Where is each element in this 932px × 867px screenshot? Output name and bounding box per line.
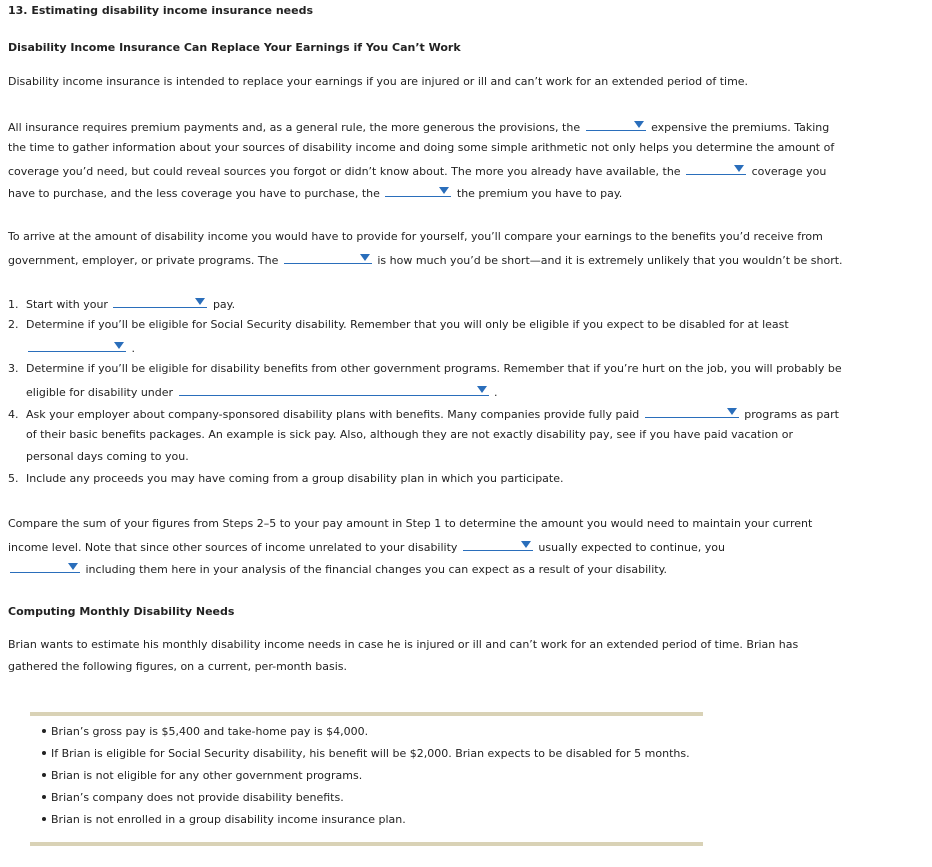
section2-line2: gathered the following figures, on a current, per-month basis. <box>8 660 348 673</box>
bullet-icon <box>42 729 46 733</box>
dropdown-shortfall-term[interactable] <box>284 252 372 264</box>
step-3: 3. Determine if you’ll be eligible for disability benefits from other government programs. Remember that if you’re hurt on the job, you will probably be <box>8 362 842 375</box>
chevron-down-icon <box>439 187 449 194</box>
list-item: Brian is not enrolled in a group disability income insurance plan. <box>42 813 406 827</box>
step-4: 4. Ask your employer about company-sponsored disability plans with benefits. Many companies provide fully paid programs as part <box>8 408 839 421</box>
step-5: 5. Include any proceeds you may have coming from a group disability plan in which you participate. <box>8 472 564 485</box>
bullet-icon <box>42 773 46 777</box>
dropdown-include-choice[interactable] <box>10 561 80 573</box>
section-heading-replace-earnings: Disability Income Insurance Can Replace Your Earnings if You Can’t Work <box>8 41 461 54</box>
step-4-line3: personal days coming to you. <box>26 450 189 463</box>
list-item: Brian’s gross pay is $5,400 and take-home pay is $4,000. <box>42 725 368 739</box>
para2-line3: coverage you’d need, but could reveal sources you forgot or didn’t know about. The more you already have available, the coverage you <box>8 165 827 178</box>
chevron-down-icon <box>634 121 644 128</box>
list-item: Brian is not eligible for any other government programs. <box>42 769 362 783</box>
para4-line2: income level. Note that since other sources of income unrelated to your disability usually expected to continue, you <box>8 541 725 554</box>
dropdown-employer-program[interactable] <box>645 406 739 418</box>
para2-line2: the time to gather information about your sources of disability income and doing some simple arithmetic not only helps you determine the amount of <box>8 141 835 154</box>
para4-line1: Compare the sum of your figures from Steps 2–5 to your pay amount in Step 1 to determine the amount you would need to maintain your current <box>8 517 813 530</box>
step-4-line2: of their basic benefits packages. An example is sick pay. Also, although they are not exactly disability pay, see if you have paid vacation or <box>26 428 793 441</box>
step-2-continued: . <box>26 340 135 356</box>
facts-box <box>30 712 703 846</box>
step-3-continued: eligible for disability under . <box>26 386 498 399</box>
dropdown-other-income-status[interactable] <box>463 539 533 551</box>
para2-line1: All insurance requires premium payments and, as a general rule, the more generous the provisions, the expensive the premiums. Taking <box>8 121 830 134</box>
section-heading-monthly-needs: Computing Monthly Disability Needs <box>8 605 235 618</box>
intro-text: Disability income insurance is intended to replace your earnings if you are injured or ill and can’t work for an extended period of time. <box>8 75 749 88</box>
chevron-down-icon <box>521 541 531 548</box>
bullet-icon <box>42 751 46 755</box>
bullet-icon <box>42 817 46 821</box>
chevron-down-icon <box>734 165 744 172</box>
question-title: 13. Estimating disability income insurance needs <box>8 4 313 17</box>
chevron-down-icon <box>477 386 487 393</box>
list-item: Brian’s company does not provide disability benefits. <box>42 791 344 805</box>
step-1: 1. Start with your pay. <box>8 298 236 311</box>
para4-line3: including them here in your analysis of the financial changes you can expect as a result of your disability. <box>8 561 667 577</box>
chevron-down-icon <box>114 342 124 349</box>
chevron-down-icon <box>727 408 737 415</box>
dropdown-premium-expense[interactable] <box>586 119 646 131</box>
bullet-icon <box>42 795 46 799</box>
dropdown-ss-duration[interactable] <box>28 340 126 352</box>
dropdown-coverage-needed[interactable] <box>686 163 746 175</box>
section2-line1: Brian wants to estimate his monthly disability income needs in case he is injured or ill and can’t work for an extended period of time. Brian has <box>8 638 799 651</box>
chevron-down-icon <box>68 563 78 570</box>
dropdown-pay-type[interactable] <box>113 296 207 308</box>
chevron-down-icon <box>360 254 370 261</box>
dropdown-premium-amount[interactable] <box>385 185 451 197</box>
dropdown-government-program[interactable] <box>179 384 489 396</box>
step-2: 2. Determine if you’ll be eligible for Social Security disability. Remember that you will only be eligible if you expect to be disabled for at least <box>8 318 789 331</box>
para3-line2: government, employer, or private programs. The is how much you’d be short—and it is extremely unlikely that you wouldn’t be short. <box>8 254 843 267</box>
para2-line4: have to purchase, and the less coverage you have to purchase, the the premium you have to pay. <box>8 187 623 200</box>
list-item: If Brian is eligible for Social Security disability, his benefit will be $2,000. Brian expects to be disabled for 5 months. <box>42 747 690 761</box>
chevron-down-icon <box>195 298 205 305</box>
para3-line1: To arrive at the amount of disability income you would have to provide for yourself, you’ll compare your earnings to the benefits you’d receive from <box>8 230 823 243</box>
